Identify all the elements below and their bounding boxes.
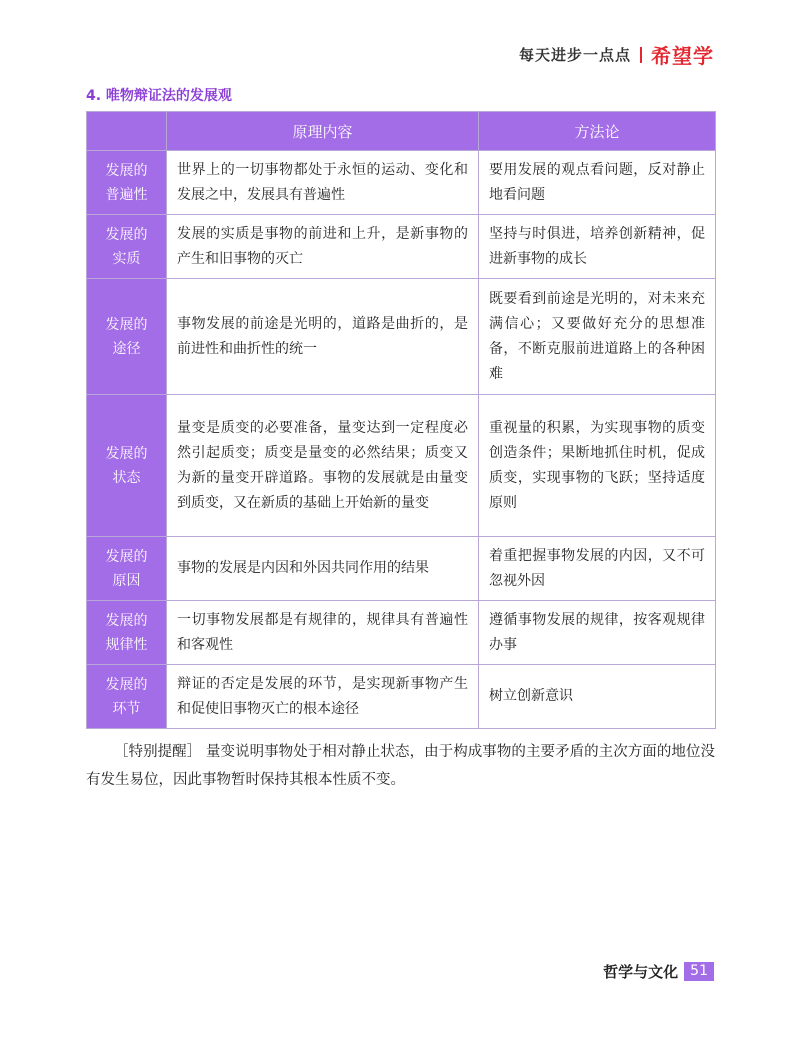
row-label: 发展的 途径 <box>87 279 167 395</box>
special-note: ［特别提醒］ 量变说明事物处于相对静止状态，由于构成事物的主要矛盾的主次方面的地位没有发生易位，因此事物暂时保持其根本性质不变。 <box>86 744 715 788</box>
principle-cell: 事物的发展是内因和外因共同作用的结果 <box>167 537 479 601</box>
page-number: 51 <box>684 962 714 981</box>
table-row <box>87 151 716 215</box>
table-header-method: 方法论 <box>479 112 716 151</box>
section-title: 4. 唯物辩证法的发展观 <box>86 88 232 104</box>
table-header-corner <box>87 112 167 151</box>
principle-cell: 世界上的一切事物都处于永恒的运动、变化和发展之中，发展具有普遍性 <box>167 151 479 215</box>
footer-title: 哲学与文化 <box>603 963 679 981</box>
table-header-principle: 原理内容 <box>167 112 479 151</box>
table-row <box>87 215 716 279</box>
method-cell: 遵循事物发展的规律，按客观规律办事 <box>479 601 716 665</box>
row-label: 发展的 环节 <box>87 665 167 729</box>
row-label: 发展的 状态 <box>87 395 167 537</box>
table-row <box>87 601 716 665</box>
principle-cell: 事物发展的前途是光明的，道路是曲折的，是前进性和曲折性的统一 <box>167 279 479 395</box>
page-footer <box>603 961 714 982</box>
method-cell: 着重把握事物发展的内因，又不可忽视外因 <box>479 537 716 601</box>
method-cell: 既要看到前途是光明的，对未来充满信心；又要做好充分的思想准备，不断克服前进道路上的各种困难 <box>479 279 716 395</box>
principle-cell: 一切事物发展都是有规律的，规律具有普遍性和客观性 <box>167 601 479 665</box>
table-row <box>87 665 716 729</box>
principle-cell: 辩证的否定是发展的环节，是实现新事物产生和促使旧事物灭亡的根本途径 <box>167 665 479 729</box>
table-row <box>87 279 716 395</box>
header-slogan: 每天进步一点点 <box>518 46 631 64</box>
table-row <box>87 537 716 601</box>
principle-cell: 发展的实质是事物的前进和上升，是新事物的产生和旧事物的灭亡 <box>167 215 479 279</box>
method-cell: 树立创新意识 <box>479 665 716 729</box>
page-header <box>519 40 714 69</box>
method-cell: 坚持与时俱进，培养创新精神，促进新事物的成长 <box>479 215 716 279</box>
development-table <box>86 111 716 729</box>
principle-cell: 量变是质变的必要准备，量变达到一定程度必然引起质变；质变是量变的必然结果；质变又为新的量变开辟道路。事物的发展就是由量变到质变，又在新质的基础上开始新的量变 <box>167 395 479 537</box>
row-label: 发展的 普遍性 <box>87 151 167 215</box>
header-divider <box>640 47 642 63</box>
table-header-row <box>87 112 716 151</box>
row-label: 发展的 规律性 <box>87 601 167 665</box>
method-cell: 重视量的积累，为实现事物的质变创造条件；果断地抓住时机，促成质变，实现事物的飞跃；坚持适度原则 <box>479 395 716 537</box>
brand-logo: 希望学 <box>651 44 714 68</box>
row-label: 发展的 原因 <box>87 537 167 601</box>
table-row <box>87 395 716 537</box>
row-label: 发展的 实质 <box>87 215 167 279</box>
method-cell: 要用发展的观点看问题，反对静止地看问题 <box>479 151 716 215</box>
